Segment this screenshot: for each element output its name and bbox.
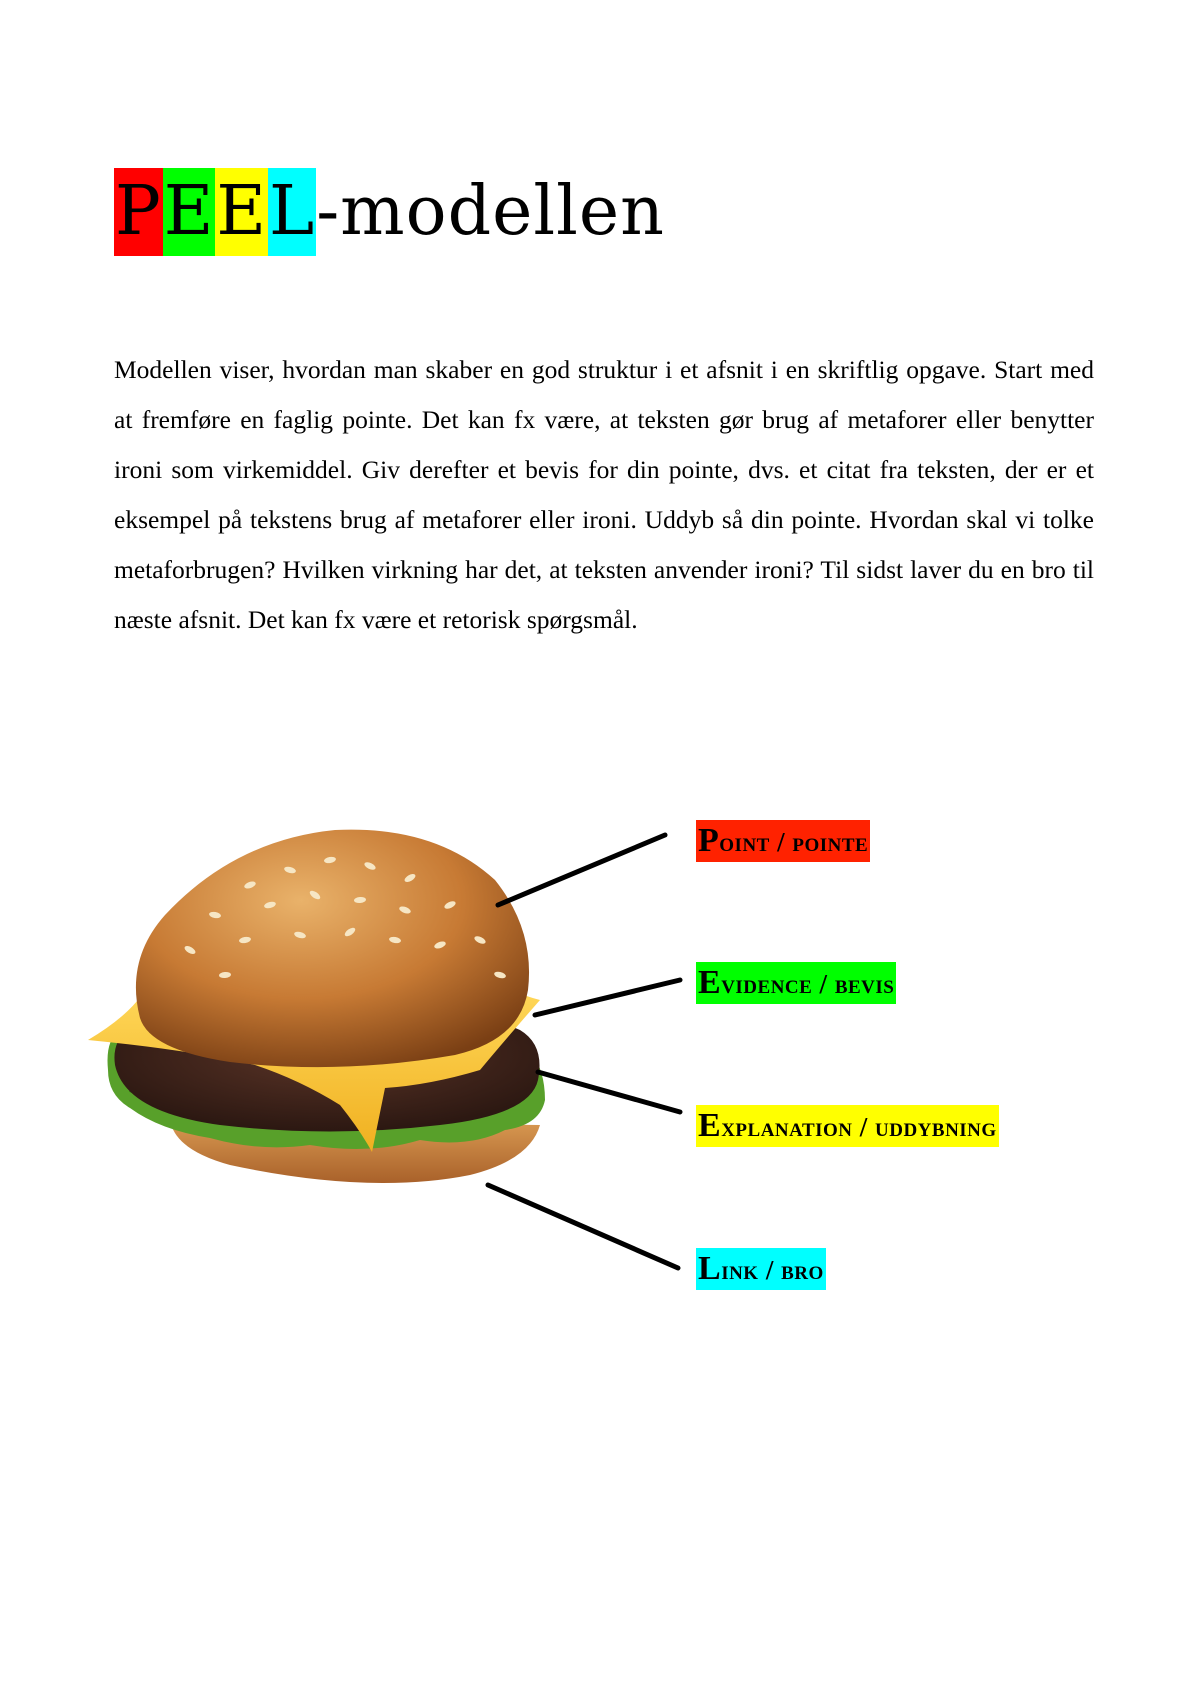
- label-explanation: Explanation / uddybning: [696, 1105, 999, 1147]
- top-bun: [136, 830, 529, 1068]
- title-rest: -modellen: [316, 172, 665, 251]
- connector-point: [498, 835, 665, 905]
- connector-link: [488, 1185, 678, 1268]
- label-evidence: Evidence / bevis: [696, 962, 896, 1004]
- label-link: Link / bro: [696, 1248, 826, 1290]
- title-letter-p: P: [114, 168, 163, 256]
- title-letter-e2: E: [215, 168, 268, 256]
- intro-paragraph: Modellen viser, hvordan man skaber en god struktur i et afsnit i en skriftlig opgave. Start med at fremføre en faglig pointe. Det kan fx være, at teksten gør brug af metaforer eller benytter ironi som virkemiddel. Giv derefter et bevis for din pointe, dvs. et citat fra teksten, der er et eksempel på tekstens brug af metaforer eller ironi. Uddyb så din pointe. Hvordan skal vi tolke metaforbrugen? Hvilken virkning har det, at teksten anvender ironi? Til sidst laver du en bro til næste afsnit. Det kan fx være et retorisk spørgsmål.: [114, 355, 1094, 634]
- title-letter-e1: E: [163, 168, 216, 256]
- connector-evidence: [535, 980, 680, 1015]
- connector-explanation: [538, 1072, 680, 1112]
- title-letter-l: L: [268, 168, 316, 256]
- label-point: Point / pointe: [696, 820, 870, 862]
